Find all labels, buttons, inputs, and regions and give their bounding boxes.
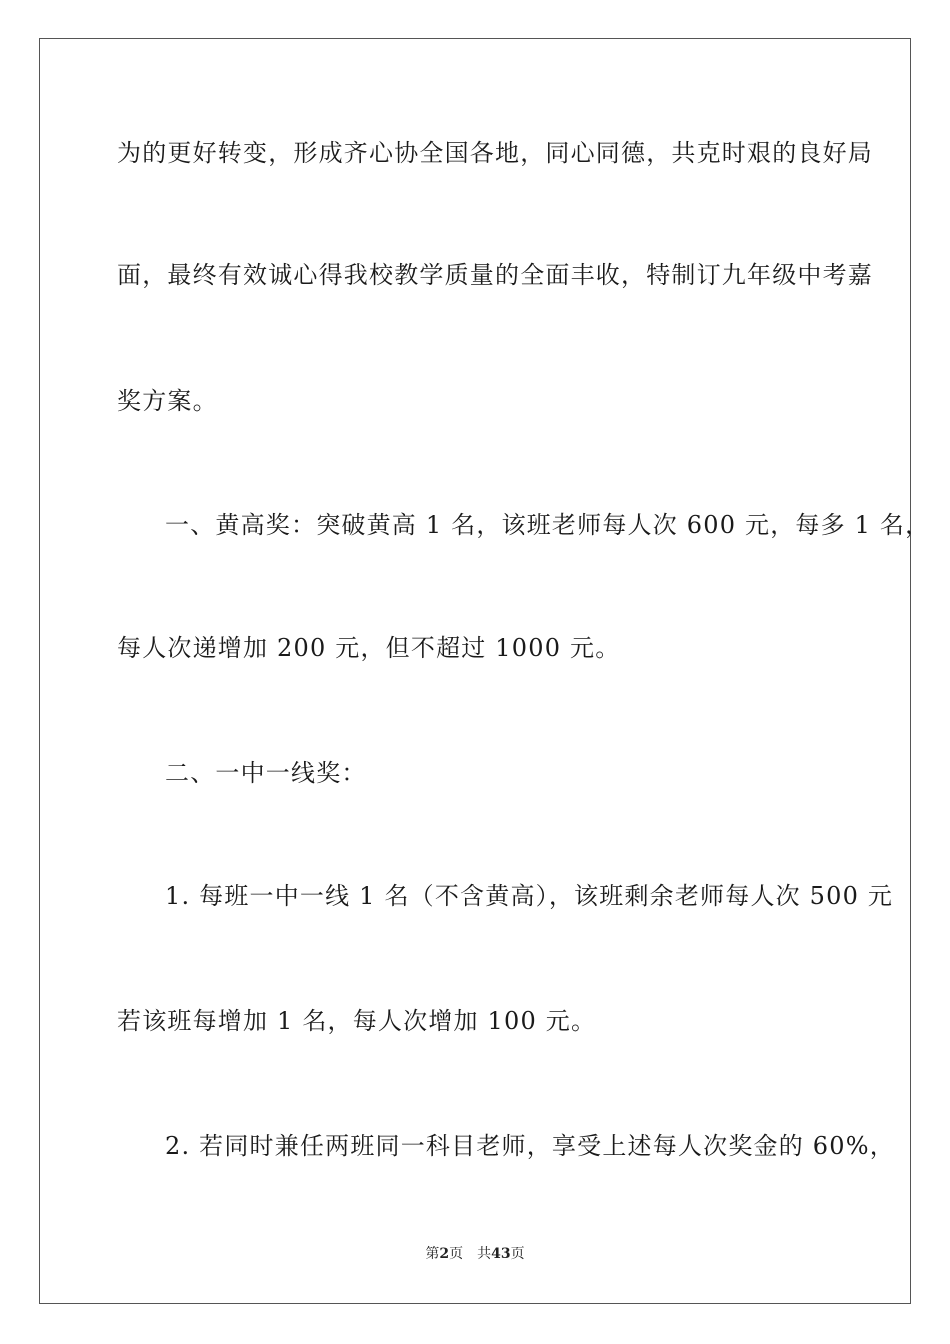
section-two-heading: 二、一中一线奖： [165,759,367,787]
footer-total-prefix: 共 [477,1246,492,1262]
item-two-line: 2. 若同时兼任两班同一科目老师，享受上述每人次奖金的 60%， [165,1132,895,1160]
item-one-continuation-line: 若该班每增加 1 名，每人次增加 100 元。 [117,1007,597,1035]
footer-prefix: 第 [425,1246,440,1262]
current-page-number: 2 [439,1246,450,1262]
paragraph-line-2: 面，最终有效诚心得我校教学质量的全面丰收，特制订九年级中考嘉 [117,261,873,289]
total-pages-number: 43 [491,1246,511,1262]
paragraph-line-1: 为的更好转变，形成齐心协全国各地，同心同德，共克时艰的良好局 [117,139,873,167]
footer-total-suffix: 页 [510,1246,525,1262]
page-footer [0,1244,950,1264]
paragraph-line-3: 奖方案。 [117,387,218,415]
item-one-line: 1. 每班一中一线 1 名（不含黄高），该班剩余老师每人次 500 元 [165,882,894,910]
page-border [39,38,911,1304]
section-one-continuation-line: 每人次递增加 200 元，但不超过 1000 元。 [117,634,621,662]
footer-page-suffix: 页 [449,1246,464,1262]
section-one-heading-line: 一、黄高奖：突破黄高 1 名，该班老师每人次 600 元，每多 1 名， [165,511,931,539]
